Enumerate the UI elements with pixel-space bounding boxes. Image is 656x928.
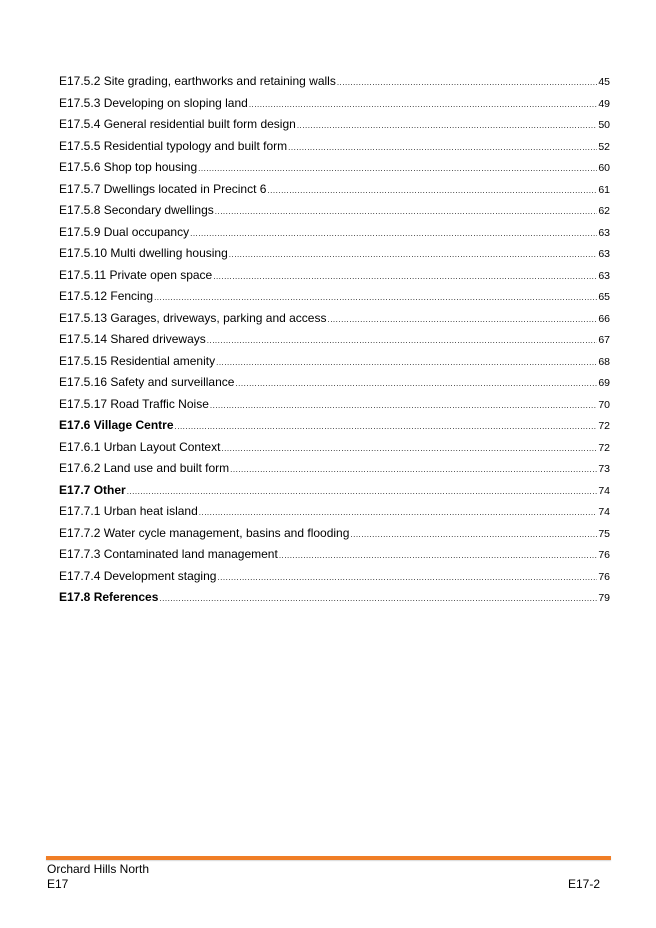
toc-dot-leader: [249, 94, 598, 116]
toc-dot-leader: [199, 502, 598, 524]
toc-page-number: 49: [598, 97, 610, 110]
toc-section-entry[interactable]: [59, 480, 610, 502]
toc-entry[interactable]: [59, 265, 610, 287]
toc-dot-leader: [217, 567, 597, 589]
toc-page-number: 76: [598, 549, 610, 561]
toc-entry-label: E17.5.8 Secondary dwellings: [59, 203, 214, 217]
toc-dot-leader: [235, 373, 597, 395]
toc-entry[interactable]: [59, 114, 610, 136]
toc-entry-label: E17.5.10 Multi dwelling housing: [59, 246, 228, 260]
toc-entry[interactable]: [59, 136, 610, 158]
toc-entry[interactable]: [59, 222, 610, 244]
toc-page-number: 65: [598, 291, 610, 303]
toc-entry[interactable]: [59, 544, 610, 566]
toc-entry[interactable]: [59, 501, 610, 523]
toc-entry-label: E17.5.15 Residential amenity: [59, 353, 216, 368]
toc-entry[interactable]: [59, 566, 610, 588]
toc-entry[interactable]: [59, 523, 610, 545]
toc-page-number: 74: [598, 484, 610, 497]
toc-dot-leader: [327, 309, 597, 331]
toc-dot-leader: [154, 287, 597, 309]
toc-page-number: 76: [598, 570, 610, 583]
toc-dot-leader: [159, 588, 597, 610]
toc-entry[interactable]: [59, 394, 610, 416]
toc-entry-label: E17.5.3 Developing on sloping land: [59, 95, 248, 110]
toc-page-number: 50: [598, 119, 610, 131]
toc-dot-leader: [221, 438, 597, 460]
toc-entry-label: E17.7.2 Water cycle management, basins and flooding: [59, 525, 350, 540]
footer-divider: [46, 856, 611, 860]
toc-page-number: 70: [598, 398, 610, 411]
toc-page-number: 68: [598, 355, 610, 368]
toc-entry-label: E17.7.4 Development staging: [59, 568, 217, 583]
toc-entry[interactable]: [59, 93, 610, 115]
toc-entry-label: E17.5.2 Site grading, earthworks and retaining walls: [59, 74, 336, 88]
toc-entry-label: E17.5.17 Road Traffic Noise: [59, 396, 209, 411]
toc-page-number: 79: [598, 592, 610, 604]
toc-dot-leader: [350, 524, 597, 546]
toc-page-number: 72: [598, 441, 610, 454]
toc-page-number: 45: [598, 76, 610, 88]
toc-entry[interactable]: [59, 458, 610, 480]
toc-entry-label: E17.5.14 Shared driveways: [59, 332, 206, 346]
toc-entry[interactable]: [59, 243, 610, 265]
toc-entry[interactable]: [59, 308, 610, 330]
toc-page-number: 74: [598, 506, 610, 518]
toc-entry-label: E17.5.13 Garages, driveways, parking and access: [59, 310, 327, 325]
toc-page-number: 62: [598, 205, 610, 217]
toc-dot-leader: [207, 330, 598, 352]
toc-page-number: 66: [598, 312, 610, 325]
toc-dot-leader: [210, 395, 597, 417]
toc-page-number: 52: [598, 140, 610, 153]
toc-page-number: 69: [598, 377, 610, 389]
toc-page-number: 67: [598, 334, 610, 346]
toc-entry[interactable]: [59, 329, 610, 351]
toc-dot-leader: [127, 481, 598, 503]
toc-dot-leader: [213, 266, 597, 288]
toc-entry-label: E17.5.5 Residential typology and built form: [59, 138, 288, 153]
toc-dot-leader: [279, 545, 598, 567]
toc-entry-label: E17.6.1 Urban Layout Context: [59, 439, 221, 454]
toc-entry-label: E17.5.4 General residential built form design: [59, 117, 296, 131]
toc-dot-leader: [267, 180, 597, 202]
toc-entry-label: E17.5.16 Safety and surveillance: [59, 375, 235, 389]
toc-entry-label: E17.6.2 Land use and built form: [59, 461, 230, 475]
footer-section-code: E17: [47, 877, 69, 891]
toc-section-entry[interactable]: [59, 587, 610, 609]
toc-dot-leader: [229, 244, 598, 266]
table-of-contents: [59, 71, 610, 609]
footer-page-number: E17-2: [567, 877, 600, 891]
toc-dot-leader: [297, 115, 598, 137]
toc-entry-label: E17.5.9 Dual occupancy: [59, 224, 190, 239]
toc-entry-label: E17.5.6 Shop top housing: [59, 160, 198, 174]
toc-dot-leader: [288, 137, 597, 159]
toc-entry-label: E17.5.12 Fencing: [59, 289, 154, 303]
toc-dot-leader: [190, 223, 597, 245]
toc-entry[interactable]: [59, 286, 610, 308]
toc-entry[interactable]: [59, 157, 610, 179]
toc-page-number: 63: [598, 248, 610, 260]
toc-dot-leader: [230, 459, 597, 481]
toc-dot-leader: [198, 158, 597, 180]
toc-section-entry[interactable]: [59, 415, 610, 437]
toc-page-number: 63: [598, 269, 610, 282]
toc-entry[interactable]: [59, 372, 610, 394]
toc-dot-leader: [216, 352, 597, 374]
toc-entry[interactable]: [59, 200, 610, 222]
toc-dot-leader: [215, 201, 598, 223]
toc-entry[interactable]: [59, 71, 610, 93]
toc-entry-label: E17.7.3 Contaminated land management: [59, 547, 278, 561]
toc-entry-label: E17.6 Village Centre: [59, 418, 174, 432]
toc-entry-label: E17.8 References: [59, 590, 159, 604]
toc-dot-leader: [337, 72, 597, 94]
toc-entry[interactable]: [59, 179, 610, 201]
toc-entry-label: E17.5.11 Private open space: [59, 267, 213, 282]
toc-entry-label: E17.5.7 Dwellings located in Precinct 6: [59, 181, 267, 196]
toc-entry-label: E17.7.1 Urban heat island: [59, 504, 198, 518]
toc-page-number: 75: [598, 527, 610, 540]
footer-document-title: Orchard Hills North: [47, 862, 150, 876]
toc-page-number: 63: [598, 226, 610, 239]
toc-page-number: 61: [598, 183, 610, 196]
toc-dot-leader: [175, 416, 598, 438]
toc-entry-label: E17.7 Other: [59, 482, 126, 497]
toc-page-number: 73: [598, 463, 610, 475]
toc-entry[interactable]: [59, 351, 610, 373]
toc-entry[interactable]: [59, 437, 610, 459]
toc-page-number: 72: [598, 420, 610, 432]
toc-page-number: 60: [598, 162, 610, 174]
